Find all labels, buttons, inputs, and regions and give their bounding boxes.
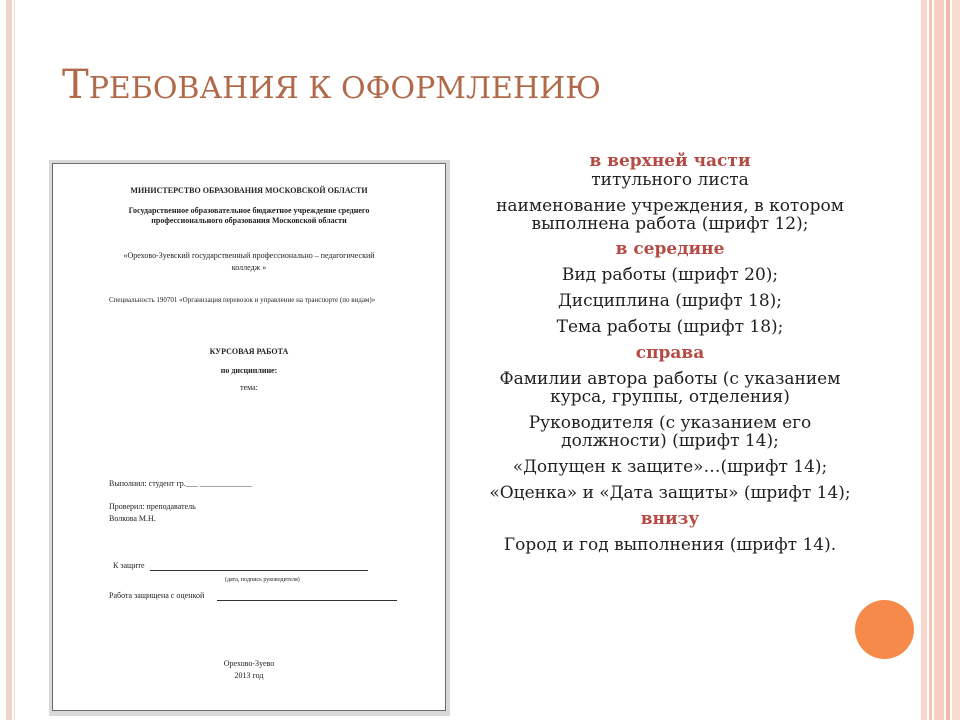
left-border (6, 0, 12, 720)
right-line-1: Фамилии автора работы (с указанием (499, 369, 841, 389)
doc-defense-note: (дата, подпись руководителя) (225, 577, 300, 583)
doc-performed: Выполнил: студент гр.___ _____________ (109, 479, 252, 488)
doc-teacher: Волкова М.Н. (109, 514, 156, 523)
doc-institution-2: профессионального образования Московской области (151, 216, 347, 225)
right-line-6: «Оценка» и «Дата защиты» (шрифт 14); (489, 483, 851, 503)
heading-middle: в середине (615, 239, 725, 259)
heading-right: справа (635, 343, 705, 363)
doc-discipline: по дисциплине: (220, 366, 278, 375)
middle-line-1: Вид работы (шрифт 20); (561, 265, 779, 285)
top-line-1: титульного листа (591, 170, 749, 190)
right-line-4: должности) (шрифт 14); (561, 431, 779, 451)
doc-college-1: «Орехово-Зуевский государственный профессионально – педагогический (123, 251, 375, 260)
orange-circle-decoration (855, 600, 914, 659)
right-line-5: «Допущен к защите»…(шрифт 14); (512, 457, 828, 477)
doc-ministry: МИНИСТЕРСТВО ОБРАЗОВАНИЯ МОСКОВСКОЙ ОБЛАСТИ (130, 186, 368, 195)
doc-city: Орехово-Зуево (223, 659, 275, 668)
title-page-sample (52, 163, 446, 711)
doc-work-type: КУРСОВАЯ РАБОТА (209, 347, 289, 356)
doc-checked: Проверил: преподаватель (109, 502, 196, 511)
bottom-line-1: Город и год выполнения (шрифт 14). (503, 535, 837, 555)
doc-defense: К защите (113, 561, 145, 570)
doc-college-2: колледж » (231, 263, 267, 272)
heading-top: в верхней части (589, 151, 751, 171)
doc-year: 2013 год (234, 671, 264, 680)
doc-grade: Работа защищена с оценкой (109, 591, 205, 600)
doc-grade-line (217, 600, 397, 601)
right-line-2: курса, группы, отделения) (550, 387, 790, 407)
doc-defense-line (150, 570, 368, 571)
top-line-2: наименование учреждения, в котором (496, 196, 844, 216)
doc-institution-1: Государственное образовательное бюджетное учреждение среднего (128, 206, 370, 215)
top-line-3: выполнена работа (шрифт 12); (531, 214, 809, 234)
left-border-thin (14, 0, 15, 720)
right-line-3: Руководителя (с указанием его (528, 413, 812, 433)
middle-line-3: Тема работы (шрифт 18); (556, 317, 784, 337)
middle-line-2: Дисциплина (шрифт 18); (557, 291, 783, 311)
heading-bottom: внизу (640, 509, 700, 529)
slide-title: ТРЕБОВАНИЯ К ОФОРМЛЕНИЮ (62, 62, 602, 108)
doc-specialty: Специальность 190701 «Организация перевозок и управление на транспорте (по видам)» (109, 296, 376, 304)
doc-topic: тема: (240, 383, 258, 392)
